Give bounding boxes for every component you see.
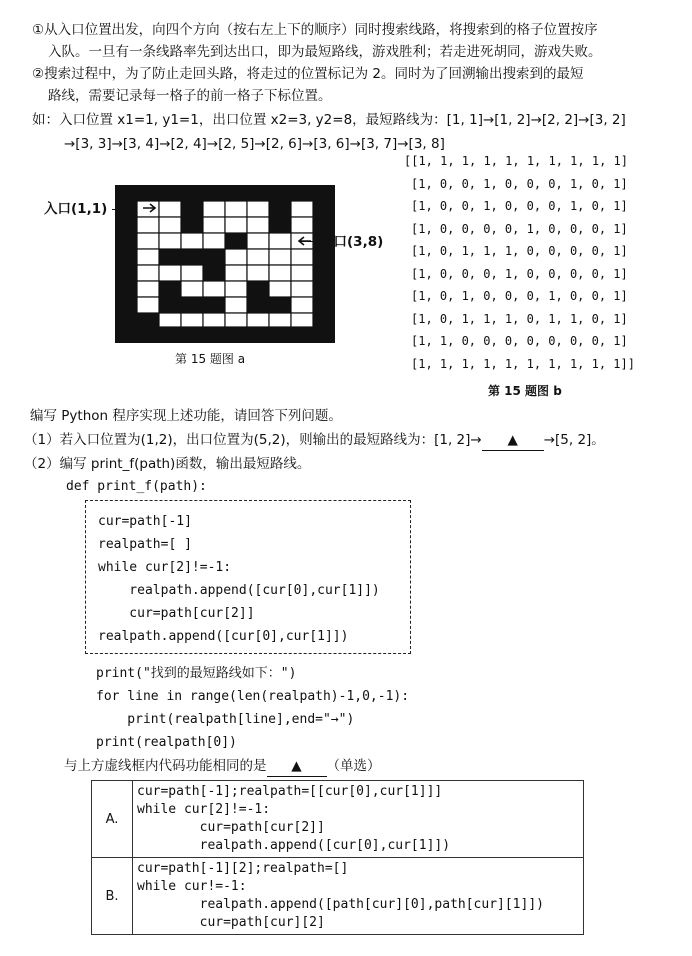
entry-label: 入口(1,1) xyxy=(44,201,108,217)
code-line: cur=path[cur][2] xyxy=(137,915,325,930)
code-line: realpath.append([cur[0],cur[1]]) xyxy=(98,583,380,598)
figure-b-caption: 第 15 题图 b xyxy=(488,384,562,398)
matrix-row: [1, 0, 1, 1, 1, 0, 1, 1, 0, 1] xyxy=(411,311,628,326)
maze-matrix xyxy=(404,150,635,375)
matrix-row: [1, 1, 1, 1, 1, 1, 1, 1, 1, 1]] xyxy=(411,356,635,371)
intro-line-2: 入队。一旦有一条线路率先到达出口，即为最短路线，游戏胜利；若走进死胡同，游戏失败。 xyxy=(48,44,602,60)
code-line: while cur!=-1: xyxy=(137,879,247,894)
code-line: cur=path[cur[2]] xyxy=(137,820,325,835)
code-line: while cur[2]!=-1: xyxy=(137,802,271,817)
question-1-tail: →[5, 2]。 xyxy=(543,432,605,448)
code-line: for line in range(len(realpath)-1,0,-1): xyxy=(96,689,410,704)
figure-a-caption: 第 15 题图 a xyxy=(175,352,246,366)
exit-label: 出口(3,8) xyxy=(320,234,384,250)
code-line: realpath.append([cur[0],cur[1]]) xyxy=(137,838,451,853)
matrix-row: [1, 0, 0, 0, 0, 1, 0, 0, 0, 1] xyxy=(411,221,628,236)
code-line: realpath=[ ] xyxy=(98,537,192,552)
question-1-text: （1）若入口位置为(1,2)，出口位置为(5,2)，则输出的最短路线为：[1, 2]→ xyxy=(24,432,482,448)
code-line: cur=path[-1] xyxy=(98,514,192,529)
code-line: print(realpath[0]) xyxy=(96,735,237,750)
example-line-1: 如：入口位置 x1=1, y1=1，出口位置 x2=3, y2=8，最短路线为：[1, 1]→[1, 2]→[2, 2]→[3, 2] xyxy=(32,112,626,128)
option-label: B. xyxy=(92,858,133,935)
after-code xyxy=(96,662,409,754)
option-code xyxy=(133,781,584,858)
code-line: cur=path[cur[2]] xyxy=(98,606,255,621)
code-line: cur=path[-1][2];realpath=[] xyxy=(137,861,349,876)
code-line: while cur[2]!=-1: xyxy=(98,560,232,575)
code-line: print(realpath[line],end="→") xyxy=(96,712,355,727)
matrix-row: [1, 0, 0, 1, 0, 0, 0, 1, 0, 1] xyxy=(411,199,628,213)
question-1 xyxy=(24,430,605,451)
answer-blank: ▲ xyxy=(482,430,544,451)
matrix-row: [[1, 1, 1, 1, 1, 1, 1, 1, 1, 1] xyxy=(404,154,628,168)
matrix-row: [1, 0, 1, 0, 0, 0, 1, 0, 0, 1] xyxy=(411,289,628,303)
maze-grid xyxy=(115,185,335,343)
options-table xyxy=(91,780,584,935)
example-line-2: →[3, 3]→[3, 4]→[2, 4]→[2, 5]→[2, 6]→[3, 6]→[3, 7]→[3, 8] xyxy=(64,136,445,152)
matrix-row: [1, 0, 0, 0, 1, 0, 0, 0, 0, 1] xyxy=(411,266,628,281)
option-code xyxy=(133,858,584,935)
option-row xyxy=(92,781,584,858)
exit-pointer-line xyxy=(300,241,320,242)
questions-lead: 编写 Python 程序实现上述功能，请回答下列问题。 xyxy=(30,408,342,424)
intro-line-4: 路线，需要记录每一格子的前一格子下标位置。 xyxy=(48,88,332,104)
choice-question-text: 与上方虚线框内代码功能相同的是 xyxy=(64,758,267,774)
intro-line-1: ①从入口位置出发，向四个方向（按右左上下的顺序）同时搜索线路，将搜索到的格子位置按序 xyxy=(32,22,598,38)
question-2: （2）编写 print_f(path)函数，输出最短路线。 xyxy=(24,456,311,472)
option-row xyxy=(92,858,584,935)
choice-question-tail: （单选） xyxy=(326,758,381,774)
code-line: realpath.append([cur[0],cur[1]]) xyxy=(98,629,349,644)
matrix-row: [1, 1, 0, 0, 0, 0, 0, 0, 0, 1] xyxy=(411,334,628,348)
intro-line-3: ②搜索过程中，为了防止走回头路，将走过的位置标记为 2。同时为了回溯输出搜索到的最短 xyxy=(32,66,584,82)
answer-blank: ▲ xyxy=(267,756,327,777)
def-line: def print_f(path): xyxy=(66,479,207,494)
option-label: A. xyxy=(92,781,133,858)
code-line: print("找到的最短路线如下：") xyxy=(96,666,297,681)
matrix-row: [1, 0, 1, 1, 1, 0, 0, 0, 0, 1] xyxy=(411,244,628,258)
dashed-box-code xyxy=(98,510,380,648)
maze-figure xyxy=(115,185,335,343)
code-line: cur=path[-1];realpath=[[cur[0],cur[1]]] xyxy=(137,784,443,799)
choice-question xyxy=(64,756,381,777)
code-line: realpath.append([path[cur][0],path[cur][1]]) xyxy=(137,897,544,912)
matrix-row: [1, 0, 0, 1, 0, 0, 0, 1, 0, 1] xyxy=(411,176,628,191)
